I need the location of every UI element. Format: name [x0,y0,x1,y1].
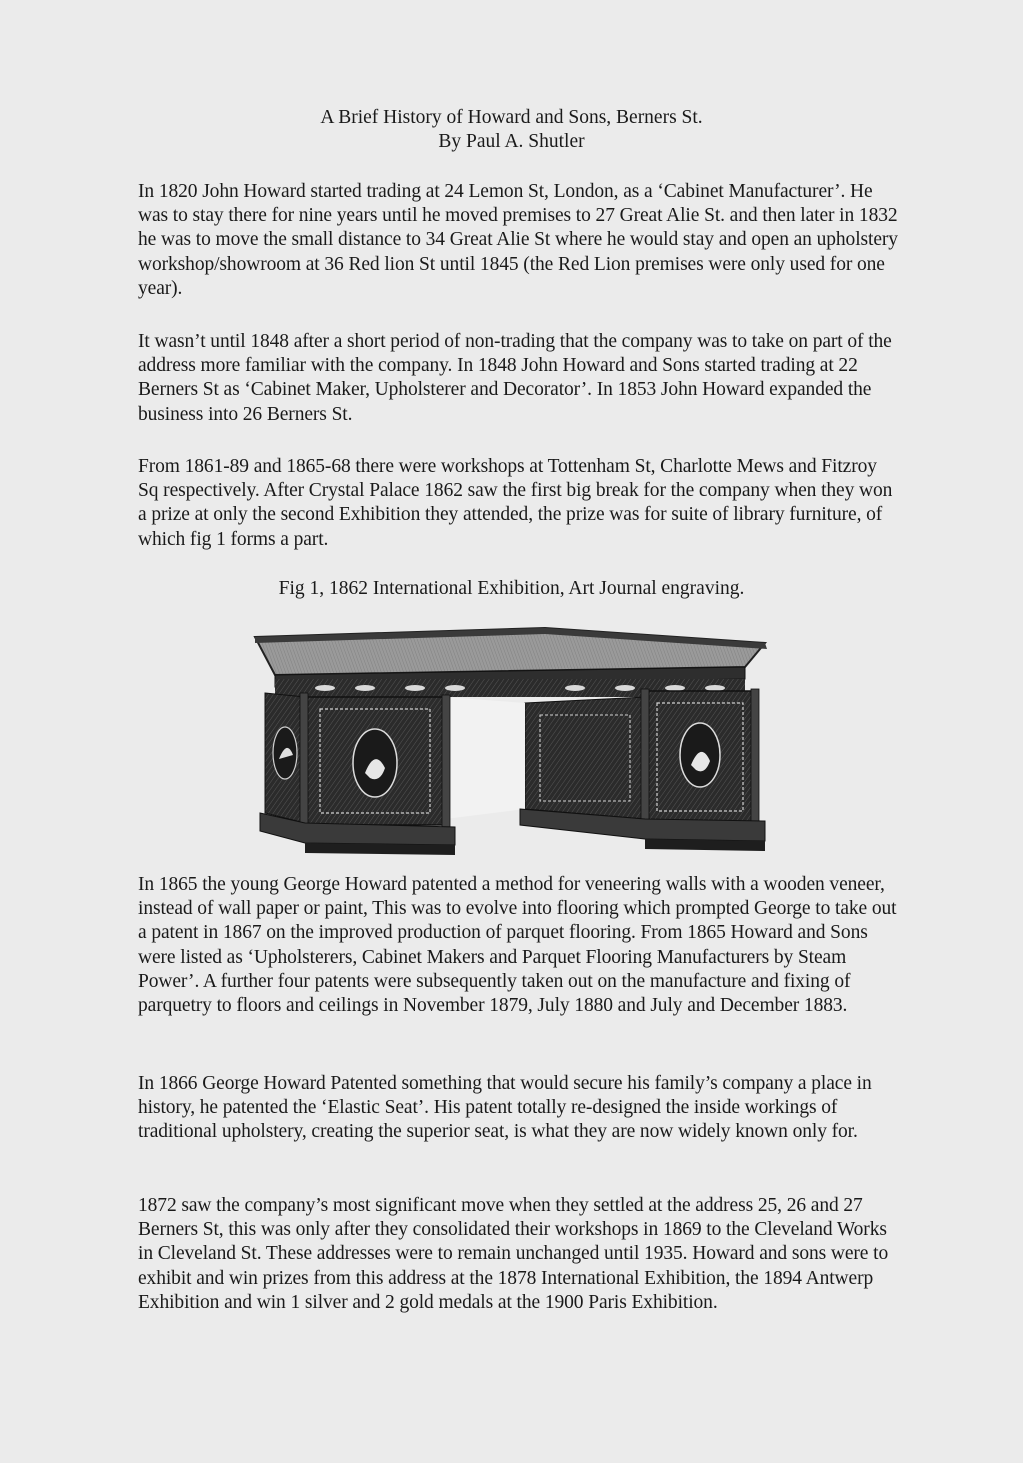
document-title: A Brief History of Howard and Sons, Berners St. [320,107,703,128]
paragraph: In 1820 John Howard started trading at 24 Lemon St, London, as a ‘Cabinet Manufacturer’. He was to stay there for nine years until he moved premises to 27 Great Alie St. and then later in 1832 he was to move the small distance to 34 Great Alie St where he would stay and open an upholstery workshop/showroom at 36 Red lion St until 1845 (the Red Lion premises were only used for one year). [138,181,898,299]
paragraph: In 1866 George Howard Patented something that would secure his family’s company a place in history, he patented the ‘Elastic Seat’. His patent totally re-designed the inside workings of traditional upholstery, creating the superior seat, is what they are now widely known only for. [138,1073,872,1143]
document-author: By Paul A. Shutler [438,131,585,152]
desk-engraving-figure [245,623,790,868]
paragraph: 1872 saw the company’s most significant move when they settled at the address 25, 26 and 27 Berners St, this was only after they consolidated their workshops in 1869 to the Cleveland Works in Cleveland St. These addresses were to remain unchanged until 1935. Howard and sons were to exhibit and win prizes from this address at the 1878 International Exhibition, the 1894 Antwerp Exhibition and win 1 silver and 2 gold medals at the 1900 Paris Exhibition. [138,1195,889,1313]
figure-caption: Fig 1, 1862 International Exhibition, Art Journal engraving. [278,578,745,599]
paragraph: From 1861-89 and 1865-68 there were workshops at Tottenham St, Charlotte Mews and Fitzroy Sq respectively. After Crystal Palace 1862 saw the first big break for the company when they won a prize at only the second Exhibition they attended, the prize was for suite of library furniture, of which fig 1 forms a part. [138,456,893,550]
paragraph: It wasn’t until 1848 after a short period of non-trading that the company was to take on part of the address more familiar with the company. In 1848 John Howard and Sons started trading at 22 Berners St as ‘Cabinet Maker, Upholsterer and Decorator’. In 1853 John Howard expanded the business into 26 Berners St. [138,331,892,425]
paragraph: In 1865 the young George Howard patented a method for veneering walls with a wooden veneer, instead of wall paper or paint, This was to evolve into flooring which prompted George to take out a patent in 1867 on the improved production of parquet flooring. From 1865 Howard and Sons were listed as ‘Upholsterers, Cabinet Makers and Parquet Flooring Manufacturers by Steam Power’. A further four patents were subsequently taken out on the manufacture and fixing of parquetry to floors and ceilings in November 1879, July 1880 and July and December 1883. [138,874,897,1017]
